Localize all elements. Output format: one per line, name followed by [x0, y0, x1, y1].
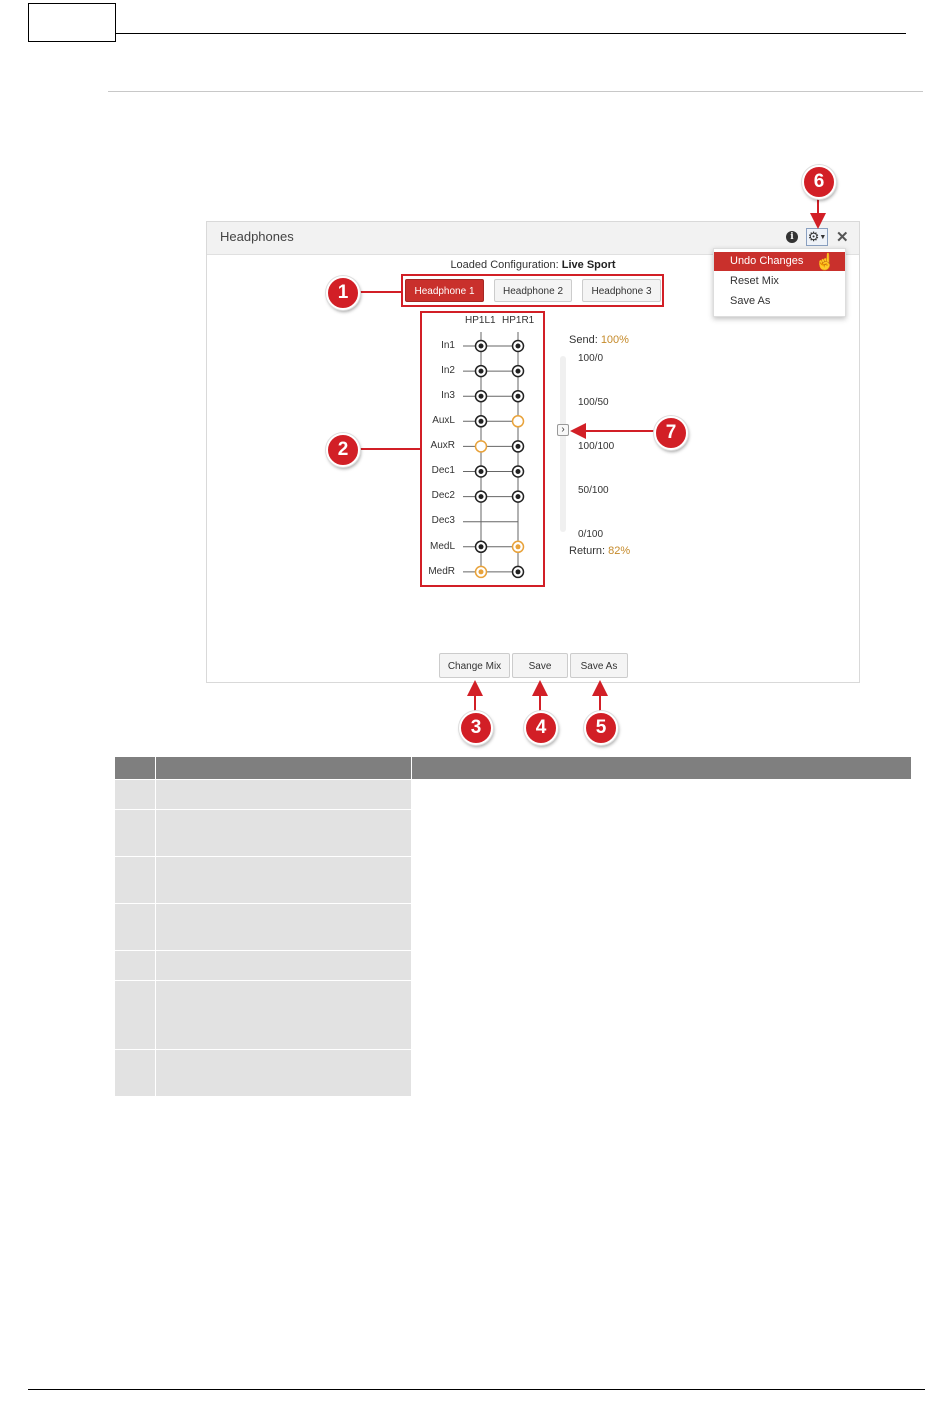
- callout-5: 5: [584, 711, 618, 745]
- table-row: [115, 981, 912, 1050]
- table-cell: [115, 780, 156, 810]
- change-mix-button[interactable]: Change Mix: [439, 653, 510, 678]
- mix-slider-handle[interactable]: ›: [557, 424, 569, 436]
- column-label-hp1r1: HP1R1: [502, 315, 535, 326]
- table-cell: [156, 951, 412, 981]
- table-cell: [115, 857, 156, 904]
- row-label-medl: MedL: [429, 541, 455, 552]
- table-cell: [412, 1050, 912, 1097]
- table-header-cell: [156, 757, 412, 780]
- table-cell: [412, 904, 912, 951]
- ratio-label: 0/100: [578, 529, 604, 540]
- row-label-dec2: Dec2: [431, 490, 455, 501]
- return-label: Return:: [569, 545, 606, 557]
- row-label-in2: In2: [441, 365, 455, 376]
- callout-3: 3: [459, 711, 493, 745]
- table-row: [115, 904, 912, 951]
- table-cell: [412, 981, 912, 1050]
- ratio-label: 50/100: [578, 485, 609, 496]
- gear-icon[interactable]: ⚙▼: [807, 229, 827, 244]
- table-cell: [115, 1050, 156, 1097]
- loaded-config-value: Live Sport: [561, 259, 616, 271]
- row-label-dec3: Dec3: [431, 515, 455, 526]
- table-row: [115, 810, 912, 857]
- tab-headphone-1[interactable]: Headphone 1: [405, 279, 484, 302]
- row-label-in3: In3: [441, 390, 455, 401]
- tab-headphone-2[interactable]: Headphone 2: [494, 279, 572, 302]
- send-label: Send:: [569, 334, 598, 346]
- table-cell: [412, 857, 912, 904]
- tab-headphone-3[interactable]: Headphone 3: [582, 279, 661, 302]
- row-label-auxl: AuxL: [432, 415, 455, 426]
- table-cell: [156, 780, 412, 810]
- table-cell: [115, 810, 156, 857]
- row-label-in1: In1: [441, 340, 455, 351]
- table-cell: [115, 904, 156, 951]
- menu-item-undo-changes[interactable]: Undo Changes: [714, 252, 845, 271]
- row-label-dec1: Dec1: [431, 465, 455, 476]
- hand-cursor-icon: ☝: [815, 254, 835, 271]
- ratio-label: 100/100: [578, 441, 615, 452]
- panel-title: Headphones: [220, 229, 294, 244]
- table-header-cell: [412, 757, 912, 780]
- table-header-row: [115, 757, 912, 780]
- menu-item-reset-mix[interactable]: Reset Mix: [730, 275, 779, 287]
- table-cell: [156, 904, 412, 951]
- table-row: [115, 1050, 912, 1097]
- table-cell: [156, 810, 412, 857]
- callout-2: 2: [326, 433, 360, 467]
- table-cell: [115, 981, 156, 1050]
- table-cell: [156, 857, 412, 904]
- table-row: [115, 951, 912, 981]
- callout-7: 7: [654, 416, 688, 450]
- row-label-medr: MedR: [428, 566, 455, 577]
- table-cell: [412, 810, 912, 857]
- save-as-button[interactable]: Save As: [570, 653, 628, 678]
- table-cell: [412, 951, 912, 981]
- info-icon[interactable]: i: [786, 231, 798, 243]
- close-icon[interactable]: ✕: [836, 229, 849, 246]
- save-button[interactable]: Save: [512, 653, 568, 678]
- return-value: 82%: [608, 545, 631, 557]
- ratio-label: 100/0: [578, 353, 604, 364]
- reference-table: [114, 756, 912, 1097]
- table-cell: [156, 1050, 412, 1097]
- table-cell: [412, 780, 912, 810]
- callout-1: 1: [326, 276, 360, 310]
- callout-4: 4: [524, 711, 558, 745]
- column-label-hp1l1: HP1L1: [465, 315, 496, 326]
- table-header-cell: [115, 757, 156, 780]
- loaded-config-label: Loaded Configuration:: [450, 259, 559, 271]
- send-value: 100%: [600, 334, 629, 346]
- footer-rule: [28, 1389, 925, 1390]
- ratio-label: 100/50: [578, 397, 609, 408]
- table-cell: [115, 951, 156, 981]
- table-cell: [156, 981, 412, 1050]
- table-row: [115, 857, 912, 904]
- callout-6: 6: [802, 165, 836, 199]
- menu-item-save-as[interactable]: Save As: [730, 295, 771, 307]
- table-row: [115, 780, 912, 810]
- row-label-auxr: AuxR: [430, 440, 455, 451]
